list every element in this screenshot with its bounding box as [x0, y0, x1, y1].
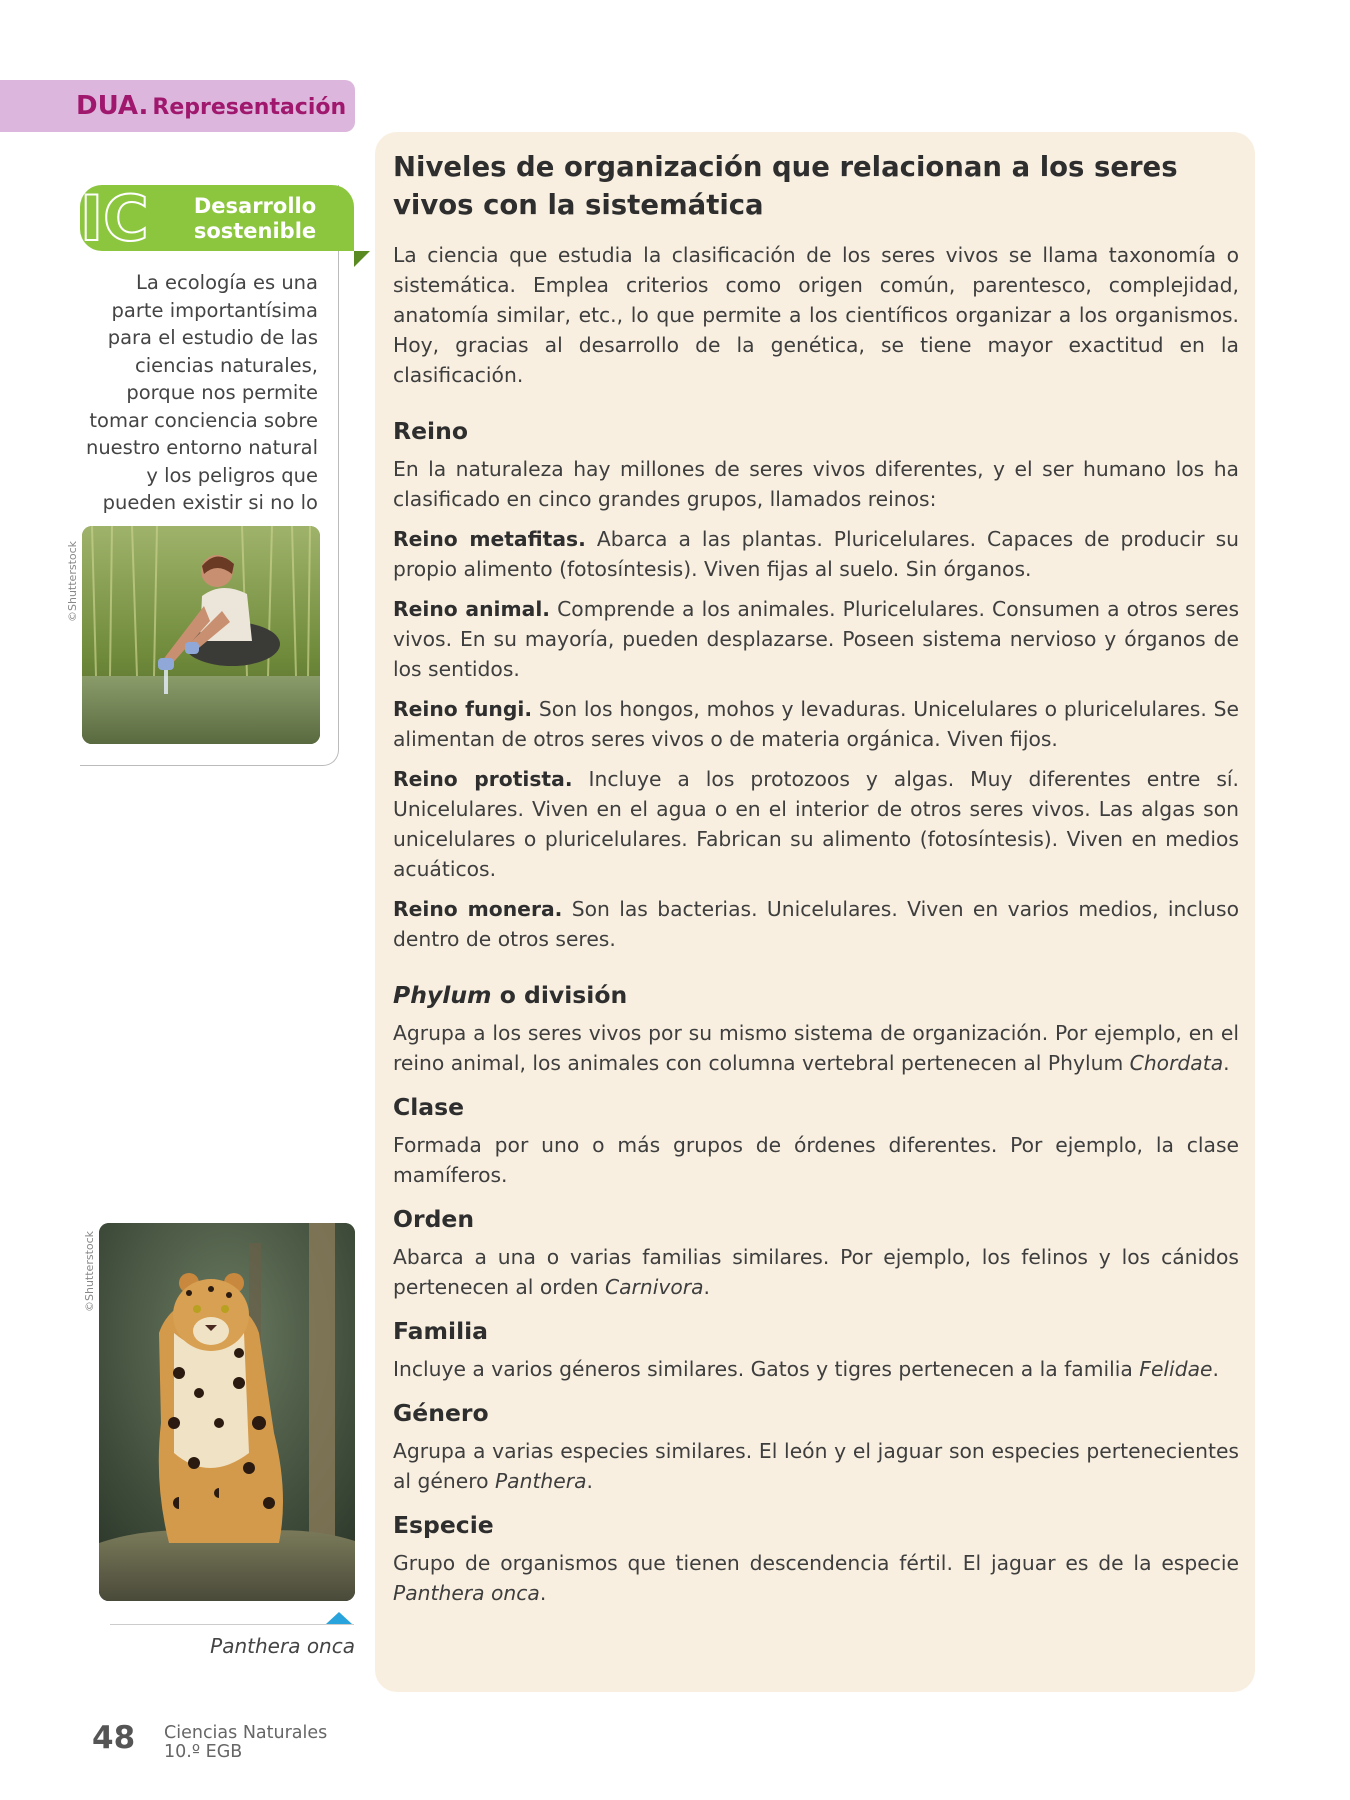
clase-text: Formada por uno o más grupos de órdenes diferentes. Por ejemplo, la clase mamíferos. — [393, 1133, 1239, 1187]
phylum-heading-italic: Phylum — [393, 981, 492, 1009]
footer-subject: Ciencias Naturales — [164, 1723, 328, 1743]
familia-text-main: Incluye a varios géneros similares. Gatos y tigres pertenecen a la familia — [393, 1357, 1140, 1381]
reino-term: Reino fungi. — [393, 697, 533, 721]
genero-heading: Género — [393, 1399, 489, 1427]
page-number: 48 — [92, 1720, 136, 1756]
genero-text-main: Agrupa a varias especies similares. El león y el jaguar son especies pertenecientes al género — [393, 1439, 1239, 1493]
especie-text-main: Grupo de organismos que tienen descendencia fértil. El jaguar es de la especie — [393, 1551, 1239, 1575]
dua-prefix: DUA — [76, 91, 139, 121]
sidebar-title — [160, 194, 350, 244]
reino-animal — [393, 594, 1239, 684]
phylum-text-main: Agrupa a los seres vivos por su mismo sistema de organización. Por ejemplo, en el reino animal, los animales con columna vertebral pertenecen al Phylum — [393, 1021, 1239, 1075]
reino-fungi — [393, 694, 1239, 754]
phylum-heading — [393, 980, 1239, 1010]
genero-text-end: . — [586, 1469, 593, 1493]
orden-text — [393, 1242, 1239, 1302]
orden-text-end: . — [703, 1275, 710, 1299]
main-title: Niveles de organización que relacionan a los seres vivos con la sistemática — [393, 151, 1178, 221]
footer-info — [164, 1724, 327, 1762]
reino-desc: Son los hongos, mohos y levaduras. Unicelulares o pluricelulares. Se alimentan de otros seres vivos o de materia orgánica. Viven fijos. — [393, 697, 1239, 751]
reino-term: Reino protista. — [393, 767, 573, 791]
especie-text-end: . — [539, 1581, 547, 1605]
especie-text-italic: Panthera onca — [393, 1581, 540, 1605]
photo-credit-2: ©Shutterstock — [83, 1230, 96, 1312]
phylum-text — [393, 1018, 1239, 1078]
familia-text-end: . — [1212, 1357, 1219, 1381]
photo-credit-1: ©Shutterstock — [66, 540, 79, 622]
ecologist-photo — [82, 526, 320, 744]
jaguar-caption: Panthera onca — [210, 1634, 355, 1658]
genero-text — [393, 1436, 1239, 1496]
clase-heading: Clase — [393, 1093, 465, 1121]
familia-text-italic: Felidae — [1139, 1357, 1213, 1381]
orden-heading: Orden — [393, 1205, 475, 1233]
reino-term: Reino monera. — [393, 897, 563, 921]
dua-dot: . — [138, 91, 149, 121]
reino-term: Reino metafitas. — [393, 527, 586, 551]
reino-protista — [393, 764, 1239, 884]
phylum-text-end: . — [1223, 1051, 1230, 1075]
reino-desc: Son las bacterias. Unicelulares. Viven en varios medios, incluso dentro de otros seres. — [393, 897, 1239, 951]
sidebar-text: La ecología es una parte importantísima para el estudio de las ciencias naturales, porque nos permite tomar conciencia sobre nuestro entorno natural y los peligros que pueden existir si no lo — [85, 271, 318, 514]
phylum-heading-rest: o división — [491, 981, 628, 1009]
sidebar-title-line1: Desarrollo — [193, 194, 317, 218]
jaguar-photo — [99, 1223, 355, 1601]
ic-logo-icon: IC — [80, 182, 149, 255]
ecologist-illustration — [82, 526, 320, 744]
sidebar-header — [80, 182, 354, 255]
reino-desc: Incluye a los protozoos y algas. Muy diferentes entre sí. Unicelulares. Viven en el agua o en el interior de otros seres vivos. Las algas son unicelulares o pluricelulares. Fabrican su alimento (fotosíntesis). Viven en medios acuáticos. — [393, 767, 1239, 881]
reino-metafitas — [393, 524, 1239, 584]
dua-tab — [0, 80, 355, 132]
especie-heading: Especie — [393, 1511, 494, 1539]
orden-text-italic: Carnivora — [604, 1275, 704, 1299]
caption-divider — [110, 1624, 354, 1625]
intro-paragraph: La ciencia que estudia la clasificación de los seres vivos se llama taxonomía o sistemática. Emplea criterios como origen común, parentesco, complejidad, anatomía similar, etc., lo que permite a los científicos organizar a los organismos. Hoy, gracias al desarrollo de la genética, se tiene mayor exactitud en la clasificación. — [393, 243, 1239, 387]
footer-grade: 10.º EGB — [164, 1742, 243, 1762]
reino-desc: Comprende a los animales. Pluricelulares. Consumen a otros seres vivos. En su mayoría, pueden desplazarse. Poseen sistema nervioso y órganos de los sentidos. — [393, 597, 1240, 681]
reino-intro: En la naturaleza hay millones de seres vivos diferentes, y el ser humano los ha clasificado en cinco grandes grupos, llamados reinos: — [393, 457, 1239, 511]
phylum-text-italic: Chordata — [1129, 1051, 1224, 1075]
reino-desc: Abarca a las plantas. Pluricelulares. Capaces de producir su propio alimento (fotosíntesis). Viven fijas al suelo. Sin órganos. — [393, 527, 1239, 581]
caption-triangle-icon — [326, 1612, 352, 1624]
main-panel — [375, 132, 1255, 1692]
reino-term: Reino animal. — [393, 597, 550, 621]
orden-text-main: Abarca a una o varias familias similares. Por ejemplo, los felinos y los cánidos pertenecen al orden — [393, 1245, 1239, 1299]
reino-heading: Reino — [393, 417, 468, 445]
dua-label: Representación — [152, 95, 347, 120]
header-fold — [354, 251, 370, 267]
sidebar-title-line2: sostenible — [193, 219, 317, 243]
reino-monera — [393, 894, 1239, 954]
especie-text — [393, 1548, 1239, 1608]
familia-text — [393, 1354, 1239, 1384]
familia-heading: Familia — [393, 1317, 489, 1345]
jaguar-illustration — [99, 1223, 355, 1601]
genero-text-italic: Panthera — [494, 1469, 587, 1493]
